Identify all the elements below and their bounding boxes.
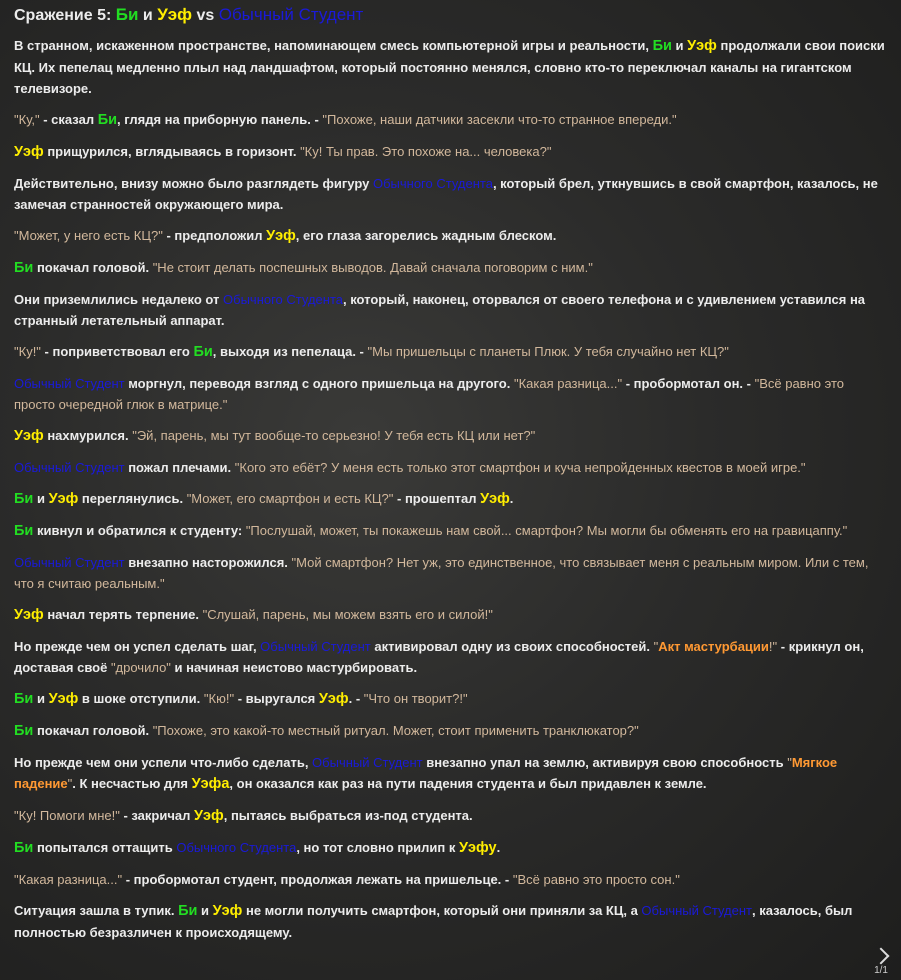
character-name-student: Обычного Студента (223, 292, 343, 307)
narration-text: , который, наконец, оторвался от своего телефона и с удивлением уставился на странный летательный аппарат. (14, 292, 866, 328)
character-name-uef: Уэфу (459, 840, 497, 856)
story-paragraph (14, 141, 886, 163)
narration-text: пожал плечами. (124, 460, 235, 475)
quote-text: "Эй, парень, мы тут вообще-то серьезно! У тебя есть КЦ или нет?" (132, 428, 536, 443)
story-paragraph (14, 225, 886, 247)
quote-text: " (653, 639, 659, 654)
story-paragraph (14, 488, 886, 510)
narration-text: и (33, 491, 49, 506)
story-paragraph (14, 173, 886, 215)
narration-text: . - (348, 691, 364, 706)
narration-text: - выругался (234, 691, 319, 706)
narration-text: продолжали свои поиски КЦ. Их пепелац медленно плыл над ландшафтом, который постоянно менялся, словно кто-то переключал каналы на гигантском телевизоре. (14, 38, 885, 96)
narration-text: активировал одну из своих способностей. (370, 639, 654, 654)
character-name-uef: Уэф (212, 903, 243, 919)
narration-text: в шоке отступили. (78, 691, 204, 706)
story-paragraph (14, 373, 886, 415)
quote-text: "Не стоит делать поспешных выводов. Давай сначала поговорим с ним." (152, 260, 593, 275)
character-name-bi: Би (193, 344, 213, 360)
quote-text: "Мы пришельцы с планеты Плюк. У тебя случайно нет КЦ?" (367, 344, 729, 359)
story-paragraph (14, 752, 886, 795)
narration-text: Сражение 5: (14, 7, 116, 24)
quote-text: "Кю!" (203, 691, 235, 706)
character-name-student: Обычный Студент (312, 755, 423, 770)
character-name-bi: Би (14, 723, 34, 739)
narration-text: начал терять терпение. (43, 607, 203, 622)
narration-text: Но прежде чем они успели что-либо сделать, (14, 755, 313, 770)
narration-text: , но тот словно прилип к (296, 840, 460, 855)
character-name-uef: Уэф (48, 691, 79, 707)
narration-text: прищурился, вглядываясь в горизонт. (43, 144, 301, 159)
narration-text: , он оказался как раз на пути падения студента и был придавлен к земле. (229, 776, 707, 791)
narration-text: vs (192, 7, 219, 24)
battle-title (14, 4, 886, 26)
character-name-student: Обычный Студент (641, 903, 752, 918)
narration-text: - сказал (39, 112, 98, 127)
narration-text: , его глаза загорелись жадным блеском. (295, 228, 557, 243)
quote-text: "Всё равно это просто очередной глюк в матрице." (14, 376, 844, 412)
quote-text: "Ку! Помоги мне!" (14, 808, 120, 823)
quote-text: "Слушай, парень, мы можем взять его и силой!" (202, 607, 493, 622)
narration-text: Но прежде чем он успел сделать шаг, (14, 639, 261, 654)
character-name-bi: Би (14, 840, 34, 856)
character-name-student: Обычный Студент (218, 5, 364, 24)
narration-text: попытался оттащить (33, 840, 177, 855)
quote-text: "Кого это ебёт? У меня есть только этот смартфон и куча непройденных квестов в моей игре." (234, 460, 806, 475)
narration-text: - поприветствовал его (40, 344, 194, 359)
quote-text: "Может, его смартфон и есть КЦ?" (186, 491, 394, 506)
story-paragraph (14, 289, 886, 331)
story-paragraph (14, 869, 886, 890)
character-name-uef: Уэф (48, 491, 79, 507)
quote-text: "Может, у него есть КЦ?" (14, 228, 163, 243)
character-name-student: Обычного Студента (176, 840, 297, 855)
quote-text: "Мой смартфон? Нет уж, это единственное, что связывает меня с реальным миром. Или с тем, что я считаю реальным." (14, 555, 869, 591)
narration-text: - пробормотал студент, продолжая лежать на пришельце. - (122, 872, 513, 887)
character-name-student: Обычного Студента (372, 176, 493, 191)
narration-text: внезапно упал на землю, активируя свою способность (422, 755, 788, 770)
story-paragraph (14, 425, 886, 447)
character-name-uef: Уэф (14, 607, 44, 623)
character-name-uef: Уэф (480, 491, 510, 507)
narration-text: , который брел, уткнувшись в свой смартфон, казалось, не замечая странностей окружающего мира. (14, 176, 878, 212)
character-name-uef: Уэф (266, 228, 296, 244)
quote-text: " (67, 776, 73, 791)
character-name-student: Обычный Студент (14, 376, 125, 391)
character-name-uef: Уэф (194, 808, 224, 824)
story-body (14, 35, 886, 943)
page-indicator: 1/1 (874, 965, 888, 976)
quote-text: "Какая разница..." (513, 376, 623, 391)
character-name-bi: Би (14, 260, 34, 276)
quote-text: "Всё равно это просто сон." (512, 872, 680, 887)
narration-text: - крикнул он, доставая своё (14, 639, 864, 675)
quote-text: "Ку!" (14, 344, 41, 359)
narration-text: и начиная неистово мастурбировать. (170, 660, 418, 675)
quote-text: "Похоже, это какой-то местный ритуал. Может, стоит применить транклюкатор?" (152, 723, 639, 738)
quote-text: "Послушай, может, ты покажешь нам свой... смартфон? Мы могли бы обменять его на гравицаппу." (245, 523, 848, 538)
quote-text: "Похоже, наши датчики засекли что-то странное впереди." (322, 112, 677, 127)
narration-text: - закричал (119, 808, 195, 823)
story-paragraph (14, 720, 886, 742)
narration-text: - прошептал (393, 491, 481, 506)
narration-text: и (33, 691, 49, 706)
narration-text: , пытаясь выбраться из-под студента. (223, 808, 473, 823)
story-paragraph (14, 900, 886, 943)
narration-text: моргнул, переводя взгляд с одного пришельца на другого. (124, 376, 514, 391)
narration-text: В странном, искаженном пространстве, напоминающем смесь компьютерной игры и реальности, (14, 38, 653, 53)
narration-text: покачал головой. (33, 723, 153, 738)
narration-text: - предположил (162, 228, 267, 243)
character-name-student: Обычный Студент (14, 555, 125, 570)
character-name-bi: Би (97, 112, 118, 128)
narration-text: Они приземлились недалеко от (14, 292, 224, 307)
story-paragraph (14, 837, 886, 859)
narration-text: кивнул и обратился к студенту: (33, 523, 246, 538)
character-name-student: Обычный Студент (14, 460, 125, 475)
character-name-bi: Би (14, 491, 34, 507)
story-paragraph (14, 688, 886, 710)
character-name-student: Обычный Студент (260, 639, 371, 654)
story-paragraph (14, 520, 886, 542)
character-name-bi: Би (652, 38, 672, 54)
story-paragraph (14, 109, 886, 131)
narration-text: , выходя из пепелаца. - (212, 344, 368, 359)
narration-text: Действительно, внизу можно было разглядеть фигуру (14, 176, 373, 191)
narration-text: переглянулись. (78, 491, 187, 506)
quote-text: "Какая разница..." (14, 872, 123, 887)
quote-text: "Ку," (14, 112, 40, 127)
narration-text: Ситуация зашла в тупик. (14, 903, 179, 918)
story-paragraph (14, 636, 886, 678)
character-name-bi: Би (14, 691, 34, 707)
quote-text: " (787, 755, 792, 770)
character-name-uef: Уэф (687, 38, 717, 54)
quote-text: "дрочило" (110, 660, 171, 675)
narration-text: и (671, 38, 688, 53)
character-name-uef: Уэф (318, 691, 349, 707)
story-paragraph (14, 457, 886, 478)
story-paragraph (14, 805, 886, 827)
narration-text: и (197, 903, 213, 918)
character-name-uef: Уэф (157, 5, 193, 24)
narration-text: . (496, 840, 501, 855)
narration-text: . К несчастью для (72, 776, 192, 791)
narration-text: , глядя на приборную панель. - (117, 112, 323, 127)
story-paragraph (14, 257, 886, 279)
ability-name: Акт мастурбации (658, 639, 769, 654)
narration-text: и (138, 7, 158, 24)
quote-text: !" (768, 639, 778, 654)
narration-text: , казалось, был полностью безразличен к происходящему. (14, 903, 853, 940)
quote-text: "Ку! Ты прав. Это похоже на... человека?" (300, 144, 552, 159)
story-paragraph (14, 552, 886, 594)
story-paragraph (14, 35, 886, 99)
narration-text: . (509, 491, 514, 506)
narration-text: не могли получить смартфон, который они приняли за КЦ, а (242, 903, 642, 918)
narration-text: нахмурился. (43, 428, 133, 443)
character-name-uef: Уэфа (191, 776, 230, 792)
story-paragraph (14, 341, 886, 363)
character-name-bi: Би (178, 903, 198, 919)
ability-name: Мягкое падение (14, 755, 838, 791)
narration-text: внезапно насторожился. (124, 555, 292, 570)
narration-text: - пробормотал он. - (622, 376, 755, 391)
quote-text: "Что он творит?!" (363, 691, 468, 706)
character-name-bi: Би (14, 523, 34, 539)
character-name-bi: Би (115, 5, 139, 24)
character-name-uef: Уэф (14, 428, 44, 444)
story-text (14, 4, 886, 953)
narration-text: покачал головой. (33, 260, 153, 275)
story-paragraph (14, 604, 886, 626)
character-name-uef: Уэф (14, 144, 44, 160)
